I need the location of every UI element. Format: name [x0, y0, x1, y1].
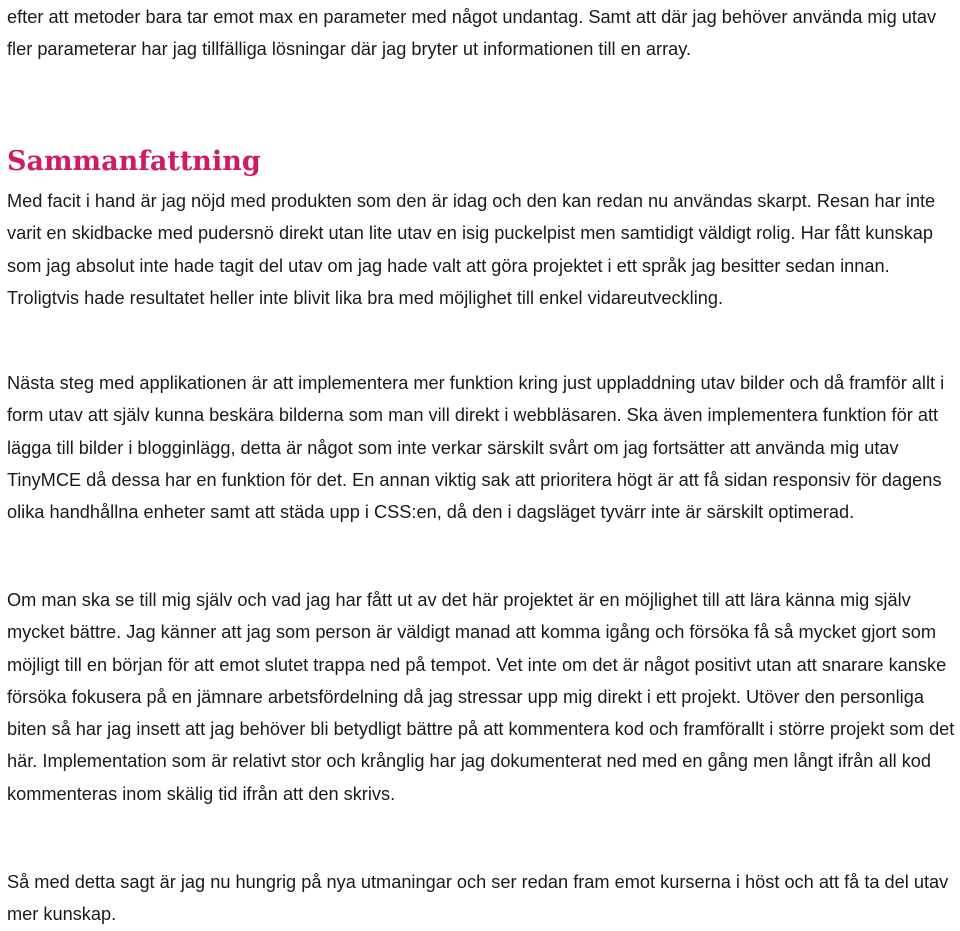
paragraph-self-reflection: Om man ska se till mig själv och vad jag har fått ut av det här projektet är en möjlighet till att lära känna mig själv mycket bättre. Jag känner att jag som person är väldigt manad att komma igång och försöka få så mycket gjort som möjligt till en början för att emot slutet trappa ned på tempot. Vet inte om det är något positivt utan att snarare kanske försöka fokusera på en jämnare arbetsfördelning då jag stressar upp mig direkt i ett projekt. Utöver den personliga biten så har jag insett att jag behöver bli betydligt bättre på att kommentera kod och framförallt i större projekt som det här. Implementation som är relativt stor och krånglig har jag dokumenterat ned med en gång men långt ifrån all kod kommenteras inom skälig tid ifrån att den skrivs.	[7, 590, 955, 804]
paragraph-next-steps: Nästa steg med applikationen är att implementera mer funktion kring just uppladdning utav bilder och då framför allt i form utav att själv kunna beskära bilderna som man vill direkt i webbläsaren. Ska även implementera funktion för att lägga till bilder i blogginlägg, detta är något som inte verkar särskilt svårt om jag fortsätter att använda mig utav TinyMCE då dessa har en funktion för det. En annan viktig sak att prioritera högt är att få sidan responsiv för dagens olika handhållna enheter samt att städa upp i CSS:en, då den i dagsläget tyvärr inte är särskilt optimerad.	[7, 373, 945, 523]
paragraph-intro: efter att metoder bara tar emot max en parameter med något undantag. Samt att där jag behöver använda mig utav fler parameterar har jag tillfälliga lösningar där jag bryter ut informationen till en array.	[7, 7, 937, 60]
paragraph-summary: Med facit i hand är jag nöjd med produkten som den är idag och den kan redan nu användas skarpt. Resan har inte varit en skidbacke med pudersnö direkt utan lite utav en isig puckelpist men samtidigt väldigt rolig. Har fått kunskap som jag absolut inte hade tagit del utav om jag hade valt att göra projektet i ett språk jag besitter sedan innan. Troligtvis hade resultatet heller inte blivit lika bra med möjlighet till enkel vidareutveckling.	[7, 191, 936, 308]
section-heading: Sammanfattning	[7, 146, 261, 177]
paragraph-closing: Så med detta sagt är jag nu hungrig på nya utmaningar och ser redan fram emot kurserna i höst och att få ta del utav mer kunskap.	[7, 872, 949, 925]
